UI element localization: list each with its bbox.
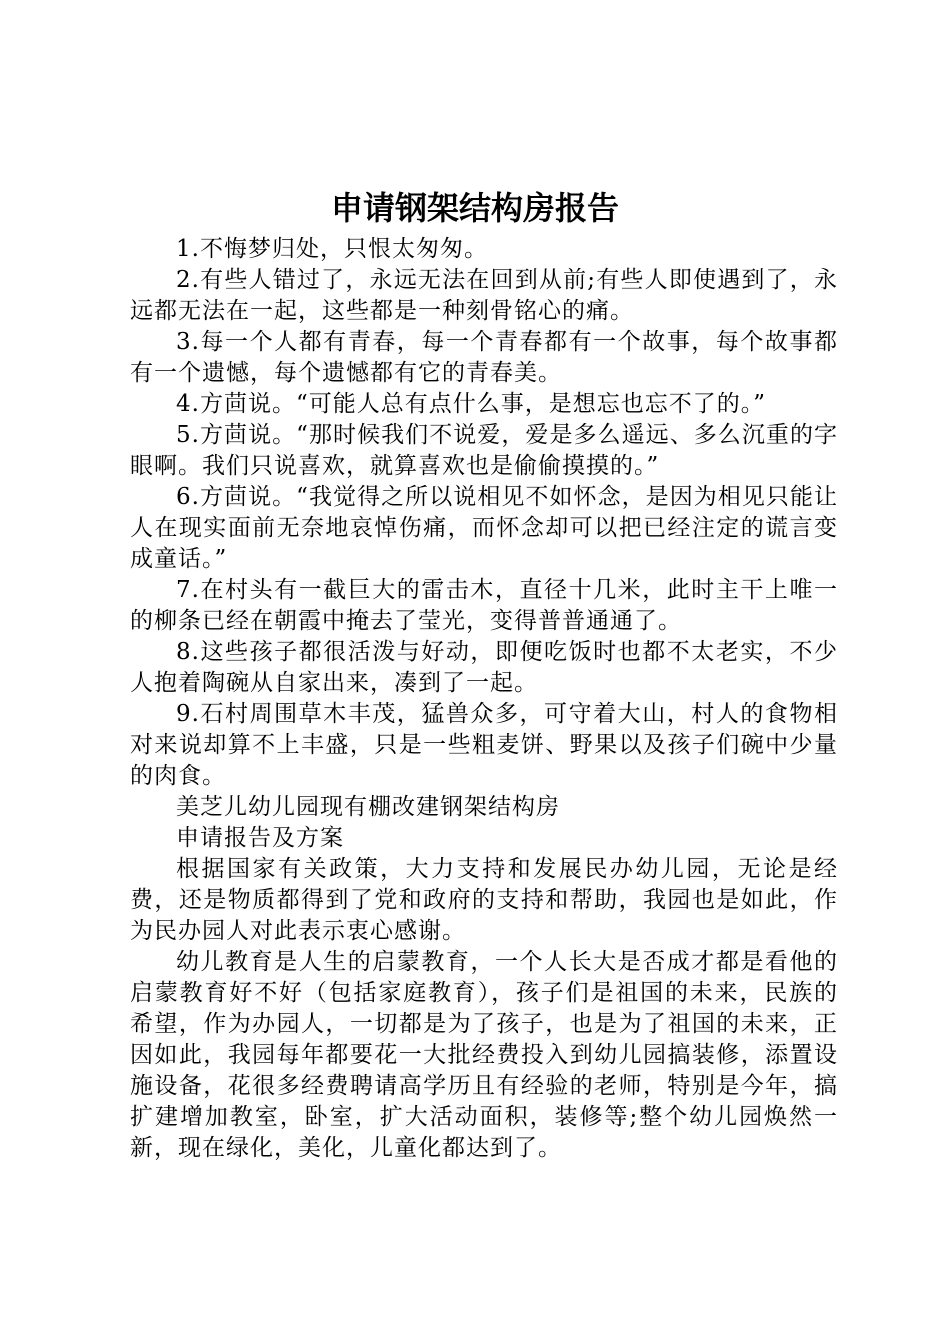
section-subheading: 申请报告及方案 [176,825,344,851]
paragraph: 9.石村周围草木丰茂，猛兽众多，可守着大山，村人的食物相对来说却算不上丰盛，只是一些粗麦饼、野果以及孩子们碗中少量的肉食。 [130,701,838,789]
paragraph: 6.方茴说。“我觉得之所以说相见不如怀念，是因为相见只能让人在现实面前无奈地哀悼伤痛，而怀念却可以把已经注定的谎言变成童话。” [130,484,838,572]
document-body [130,234,838,1164]
paragraph: 根据国家有关政策，大力支持和发展民办幼儿园，无论是经费，还是物质都得到了党和政府的支持和帮助，我园也是如此，作为民办园人对此表示衷心感谢。 [130,856,838,944]
section-heading: 美芝儿幼儿园现有棚改建钢架结构房 [176,794,560,820]
paragraph: 5.方茴说。“那时候我们不说爱，爱是多么遥远、多么沉重的字眼啊。我们只说喜欢，就算喜欢也是偷偷摸摸的。” [130,422,838,479]
paragraph: 1.不悔梦归处，只恨太匆匆。 [176,236,488,262]
paragraph: 4.方茴说。“可能人总有点什么事，是想忘也忘不了的。” [176,391,766,417]
paragraph: 7.在村头有一截巨大的雷击木，直径十几米，此时主干上唯一的柳条已经在朝霞中掩去了莹光，变得普普通通了。 [130,577,838,634]
document-title: 申请钢架结构房报告 [330,189,619,227]
paragraph: 2.有些人错过了，永远无法在回到从前;有些人即使遇到了，永远都无法在一起，这些都是一种刻骨铭心的痛。 [130,267,838,324]
paragraph: 幼儿教育是人生的启蒙教育，一个人长大是否成才都是看他的启蒙教育好不好（包括家庭教育），孩子们是祖国的未来，民族的希望，作为办园人，一切都是为了孩子，也是为了祖国的未来，正因如此，我园每年都要花一大批经费投入到幼儿园搞装修，添置设施设备，花很多经费聘请高学历且有经验的老师，特别是今年，搞扩建增加教室，卧室，扩大活动面积，装修等;整个幼儿园焕然一新，现在绿化，美化，儿童化都达到了。 [130,949,838,1161]
paragraph: 3.每一个人都有青春，每一个青春都有一个故事，每个故事都有一个遗憾，每个遗憾都有它的青春美。 [130,329,838,386]
paragraph: 8.这些孩子都很活泼与好动，即便吃饭时也都不太老实，不少人抱着陶碗从自家出来，凑到了一起。 [130,639,838,696]
